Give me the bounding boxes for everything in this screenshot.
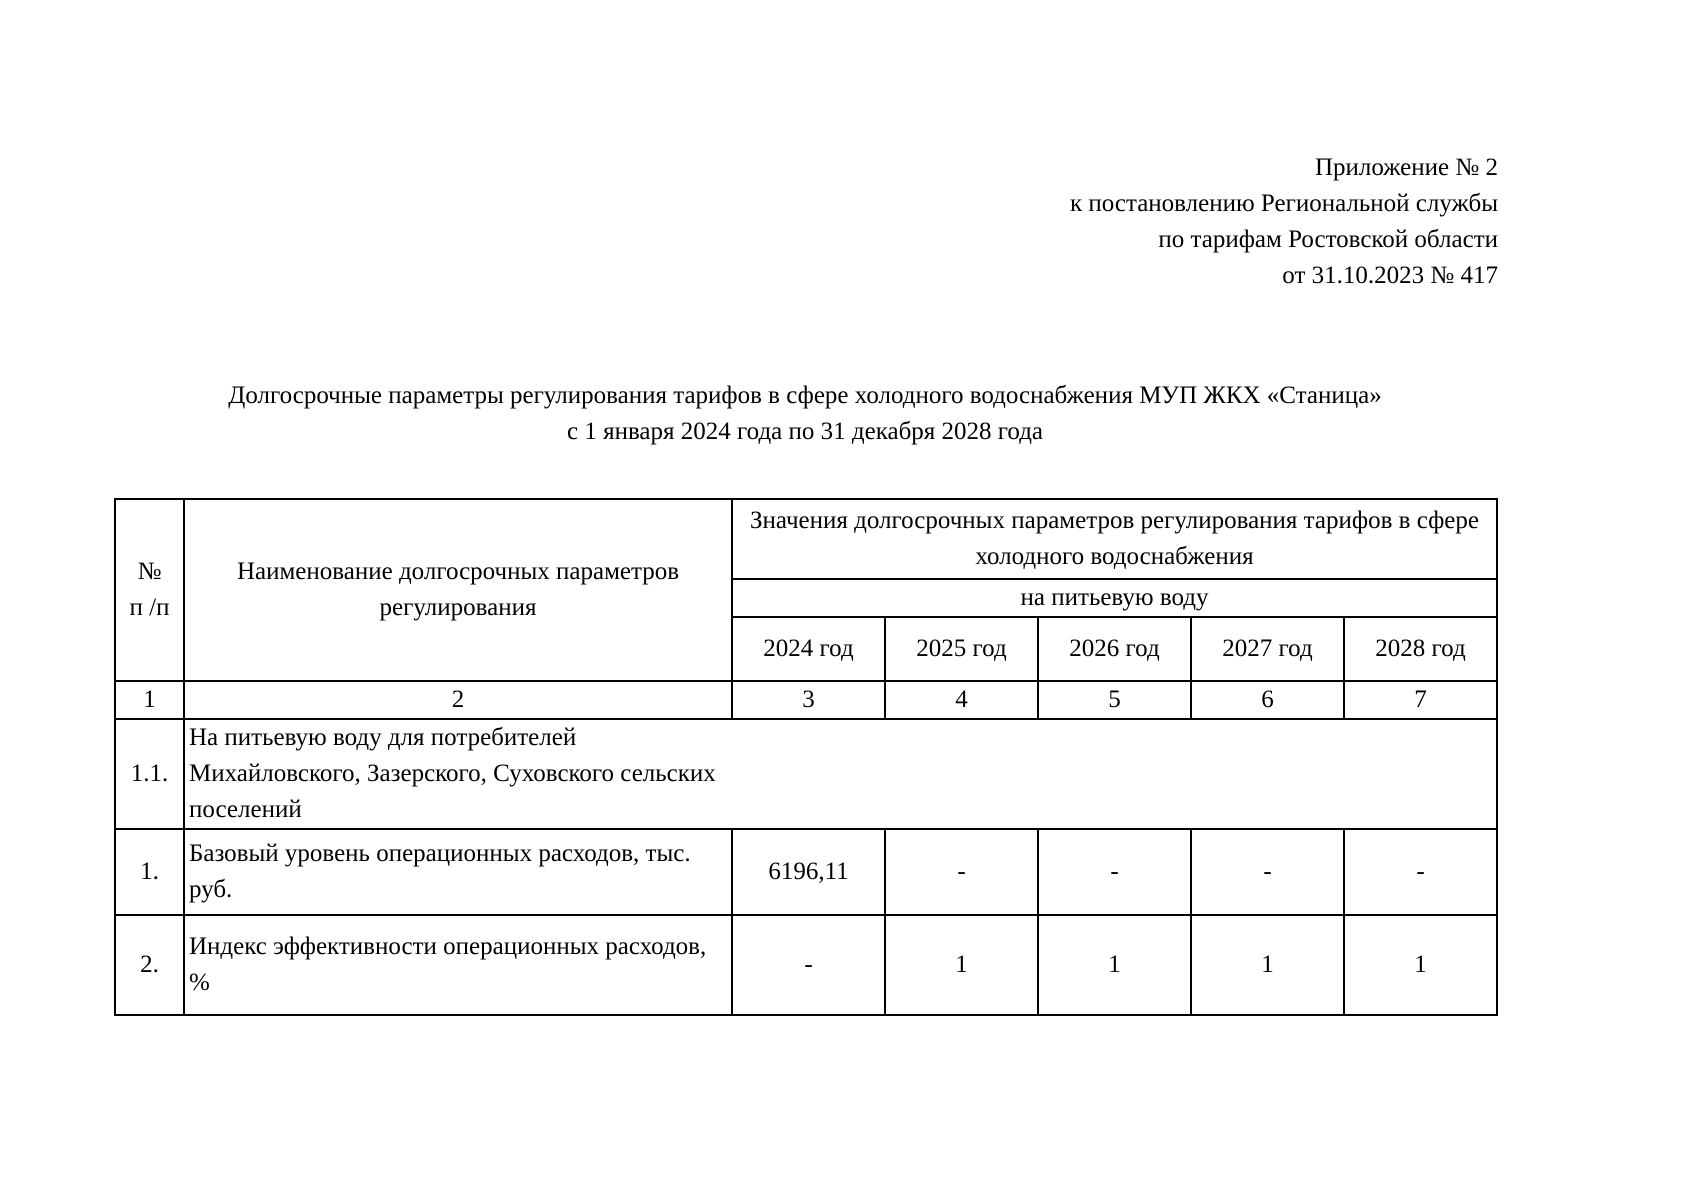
- row-number: 1.: [115, 829, 184, 915]
- row-value-2024: -: [732, 915, 885, 1015]
- row-number: 2.: [115, 915, 184, 1015]
- header-row-1: [115, 499, 1497, 579]
- column-number: 5: [1038, 681, 1191, 719]
- title-line-2: с 1 января 2024 года по 31 декабря 2028 года: [566, 418, 1044, 445]
- annex-block: [1070, 150, 1498, 294]
- annex-date-number: от 31.10.2023 № 417: [1282, 262, 1498, 289]
- section-row: [115, 719, 1497, 829]
- header-drinking-water: на питьевую воду: [732, 579, 1497, 617]
- section-number: 1.1.: [115, 719, 184, 829]
- column-number: 3: [732, 681, 885, 719]
- parameters-table: [114, 498, 1498, 1016]
- header-year-2028: 2028 год: [1344, 617, 1497, 681]
- row-value-2025: 1: [885, 915, 1038, 1015]
- header-year-2024: 2024 год: [732, 617, 885, 681]
- column-number: 7: [1344, 681, 1497, 719]
- title-line-1: Долгосрочные параметры регулирования тарифов в сфере холодного водоснабжения МУП ЖКХ «Станица»: [228, 382, 1382, 409]
- table-row: [115, 915, 1497, 1015]
- annex-authority: по тарифам Ростовской области: [1158, 226, 1498, 253]
- annex-number: Приложение № 2: [1314, 154, 1498, 181]
- row-parameter-name: Индекс эффективности операционных расходов, %: [184, 915, 732, 1015]
- row-value-2026: 1: [1038, 915, 1191, 1015]
- header-year-2026: 2026 год: [1038, 617, 1191, 681]
- row-value-2027: 1: [1191, 915, 1344, 1015]
- column-number: 4: [885, 681, 1038, 719]
- row-parameter-name: Базовый уровень операционных расходов, тыс. руб.: [184, 829, 732, 915]
- annex-reference: к постановлению Региональной службы: [1069, 190, 1498, 217]
- header-num-cell: [115, 499, 184, 681]
- header-name-cell: Наименование долгосрочных параметров регулирования: [184, 499, 732, 681]
- header-year-2025: 2025 год: [885, 617, 1038, 681]
- row-value-2024: 6196,11: [732, 829, 885, 915]
- section-title-text: На питьевую воду для потребителей Михайловского, Зазерского, Суховского сельских поселений: [189, 724, 716, 823]
- row-value-2028: 1: [1344, 915, 1497, 1015]
- table-row: [115, 829, 1497, 915]
- section-title: [184, 719, 1497, 829]
- header-values-group: Значения долгосрочных параметров регулирования тарифов в сфере холодного водоснабжения: [732, 499, 1497, 579]
- column-number: 1: [115, 681, 184, 719]
- column-number: 6: [1191, 681, 1344, 719]
- row-value-2025: -: [885, 829, 1038, 915]
- row-value-2028: -: [1344, 829, 1497, 915]
- column-numbers-row: [115, 681, 1497, 719]
- header-year-2027: 2027 год: [1191, 617, 1344, 681]
- row-value-2027: -: [1191, 829, 1344, 915]
- header-num-abbr: п /п: [129, 594, 170, 621]
- document-title: [0, 378, 1610, 450]
- column-number: 2: [184, 681, 732, 719]
- row-value-2026: -: [1038, 829, 1191, 915]
- header-num-symbol: №: [137, 558, 162, 585]
